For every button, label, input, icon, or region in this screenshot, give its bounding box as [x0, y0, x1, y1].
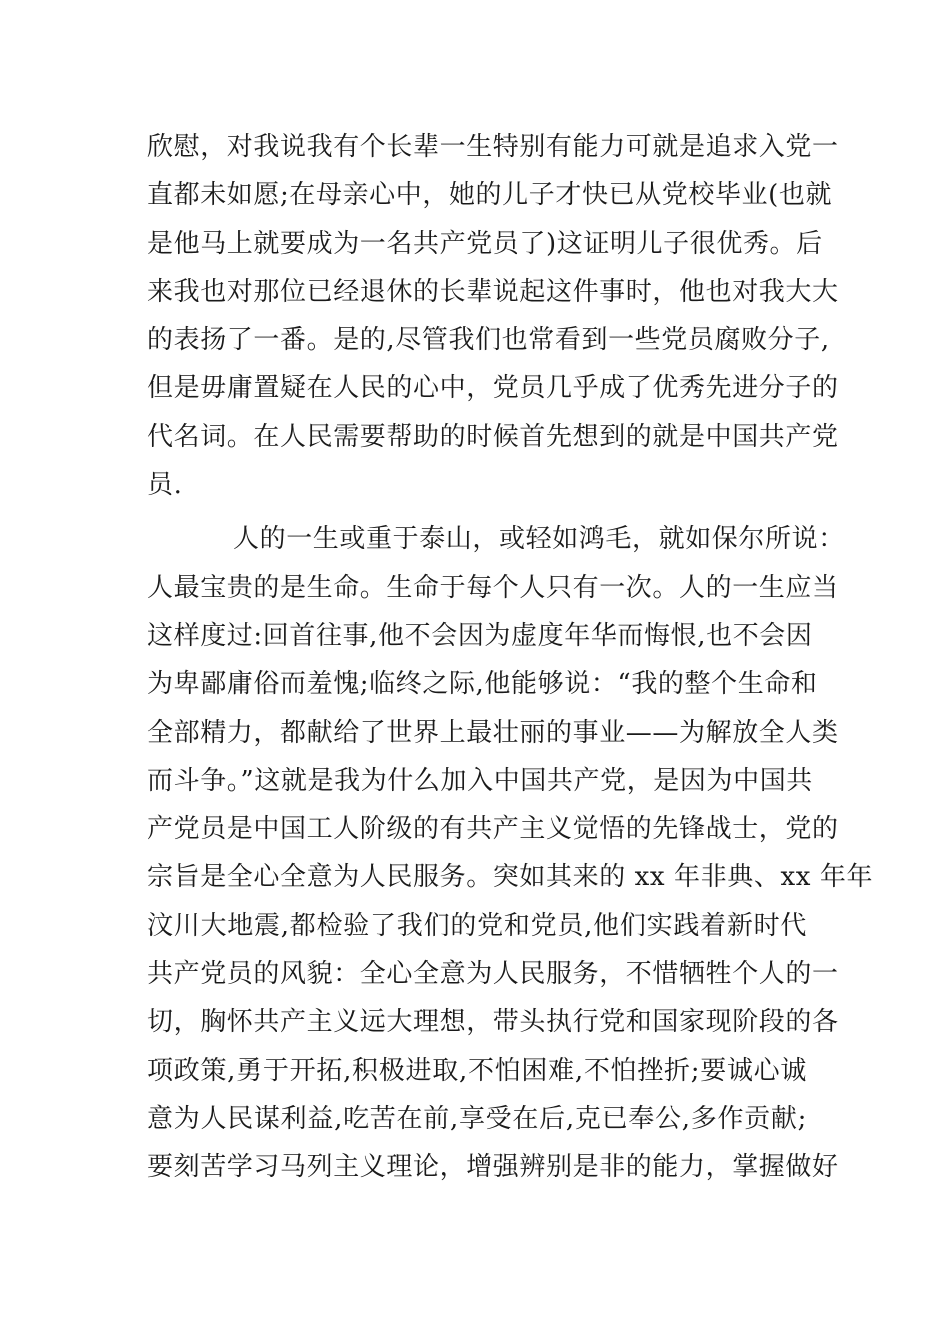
text-line: 直都未如愿;在母亲心中，她的儿子才快已从党校毕业(也就 [147, 180, 833, 211]
text-line: 汶川大地震,都检验了我们的党和党员,他们实践着新时代 [147, 910, 807, 941]
text-line: 而斗争。”这就是我为什么加入中国共产党，是因为中国共 [147, 765, 813, 796]
text-line: 项政策,勇于开拓,积极进取,不怕困难,不怕挫折;要诚心诚 [147, 1055, 807, 1086]
text-line: 产党员是中国工人阶级的有共产主义觉悟的先锋战士，党的 [147, 814, 839, 845]
text-line: 人最宝贵的是生命。生命于每个人只有一次。人的一生应当 [147, 572, 839, 603]
text-line: 宗旨是全心全意为人民服务。突如其来的 xx 年非典、xx 年年 [147, 862, 874, 893]
text-line: 人的一生或重于泰山，或轻如鸿毛，就如保尔所说： [233, 524, 845, 555]
text-line: 来我也对那位已经退休的长辈说起这件事时，他也对我大大 [147, 276, 839, 307]
text-line: 共产党员的风貌：全心全意为人民服务，不惜牺牲个人的一 [147, 959, 839, 990]
text-line: 欣慰，对我说我有个长辈一生特别有能力可就是追求入党一 [147, 132, 839, 162]
text-line: 为卑鄙庸俗而羞愧;临终之际,他能够说：“我的整个生命和 [147, 669, 818, 700]
text-line: 代名词。在人民需要帮助的时候首先想到的就是中国共产党 [147, 421, 839, 452]
document-page [147, 123, 874, 1192]
paragraph-2 [147, 515, 874, 1191]
text-line: 但是毋庸置疑在人民的心中，党员几乎成了优秀先进分子的 [147, 373, 839, 404]
text-line: 全部精力，都献给了世界上最壮丽的事业——为解放全人类 [147, 717, 839, 748]
text-line: 要刻苦学习马列主义理论，增强辨别是非的能力，掌握做好 [147, 1152, 839, 1183]
text-line: 员. [147, 470, 183, 501]
paragraph-1 [147, 123, 839, 509]
text-line: 这样度过:回首往事,他不会因为虚度年华而悔恨,也不会因 [147, 620, 813, 651]
text-line: 的表扬了一番。是的,尽管我们也常看到一些党员腐败分子, [147, 325, 830, 356]
text-line: 意为人民谋利益,吃苦在前,享受在后,克已奉公,多作贡献; [147, 1103, 807, 1134]
text-line: 切，胸怀共产主义远大理想，带头执行党和国家现阶段的各 [147, 1007, 839, 1038]
text-line: 是他马上就要成为一名共产党员了)这证明儿子很优秀。后 [147, 228, 823, 259]
